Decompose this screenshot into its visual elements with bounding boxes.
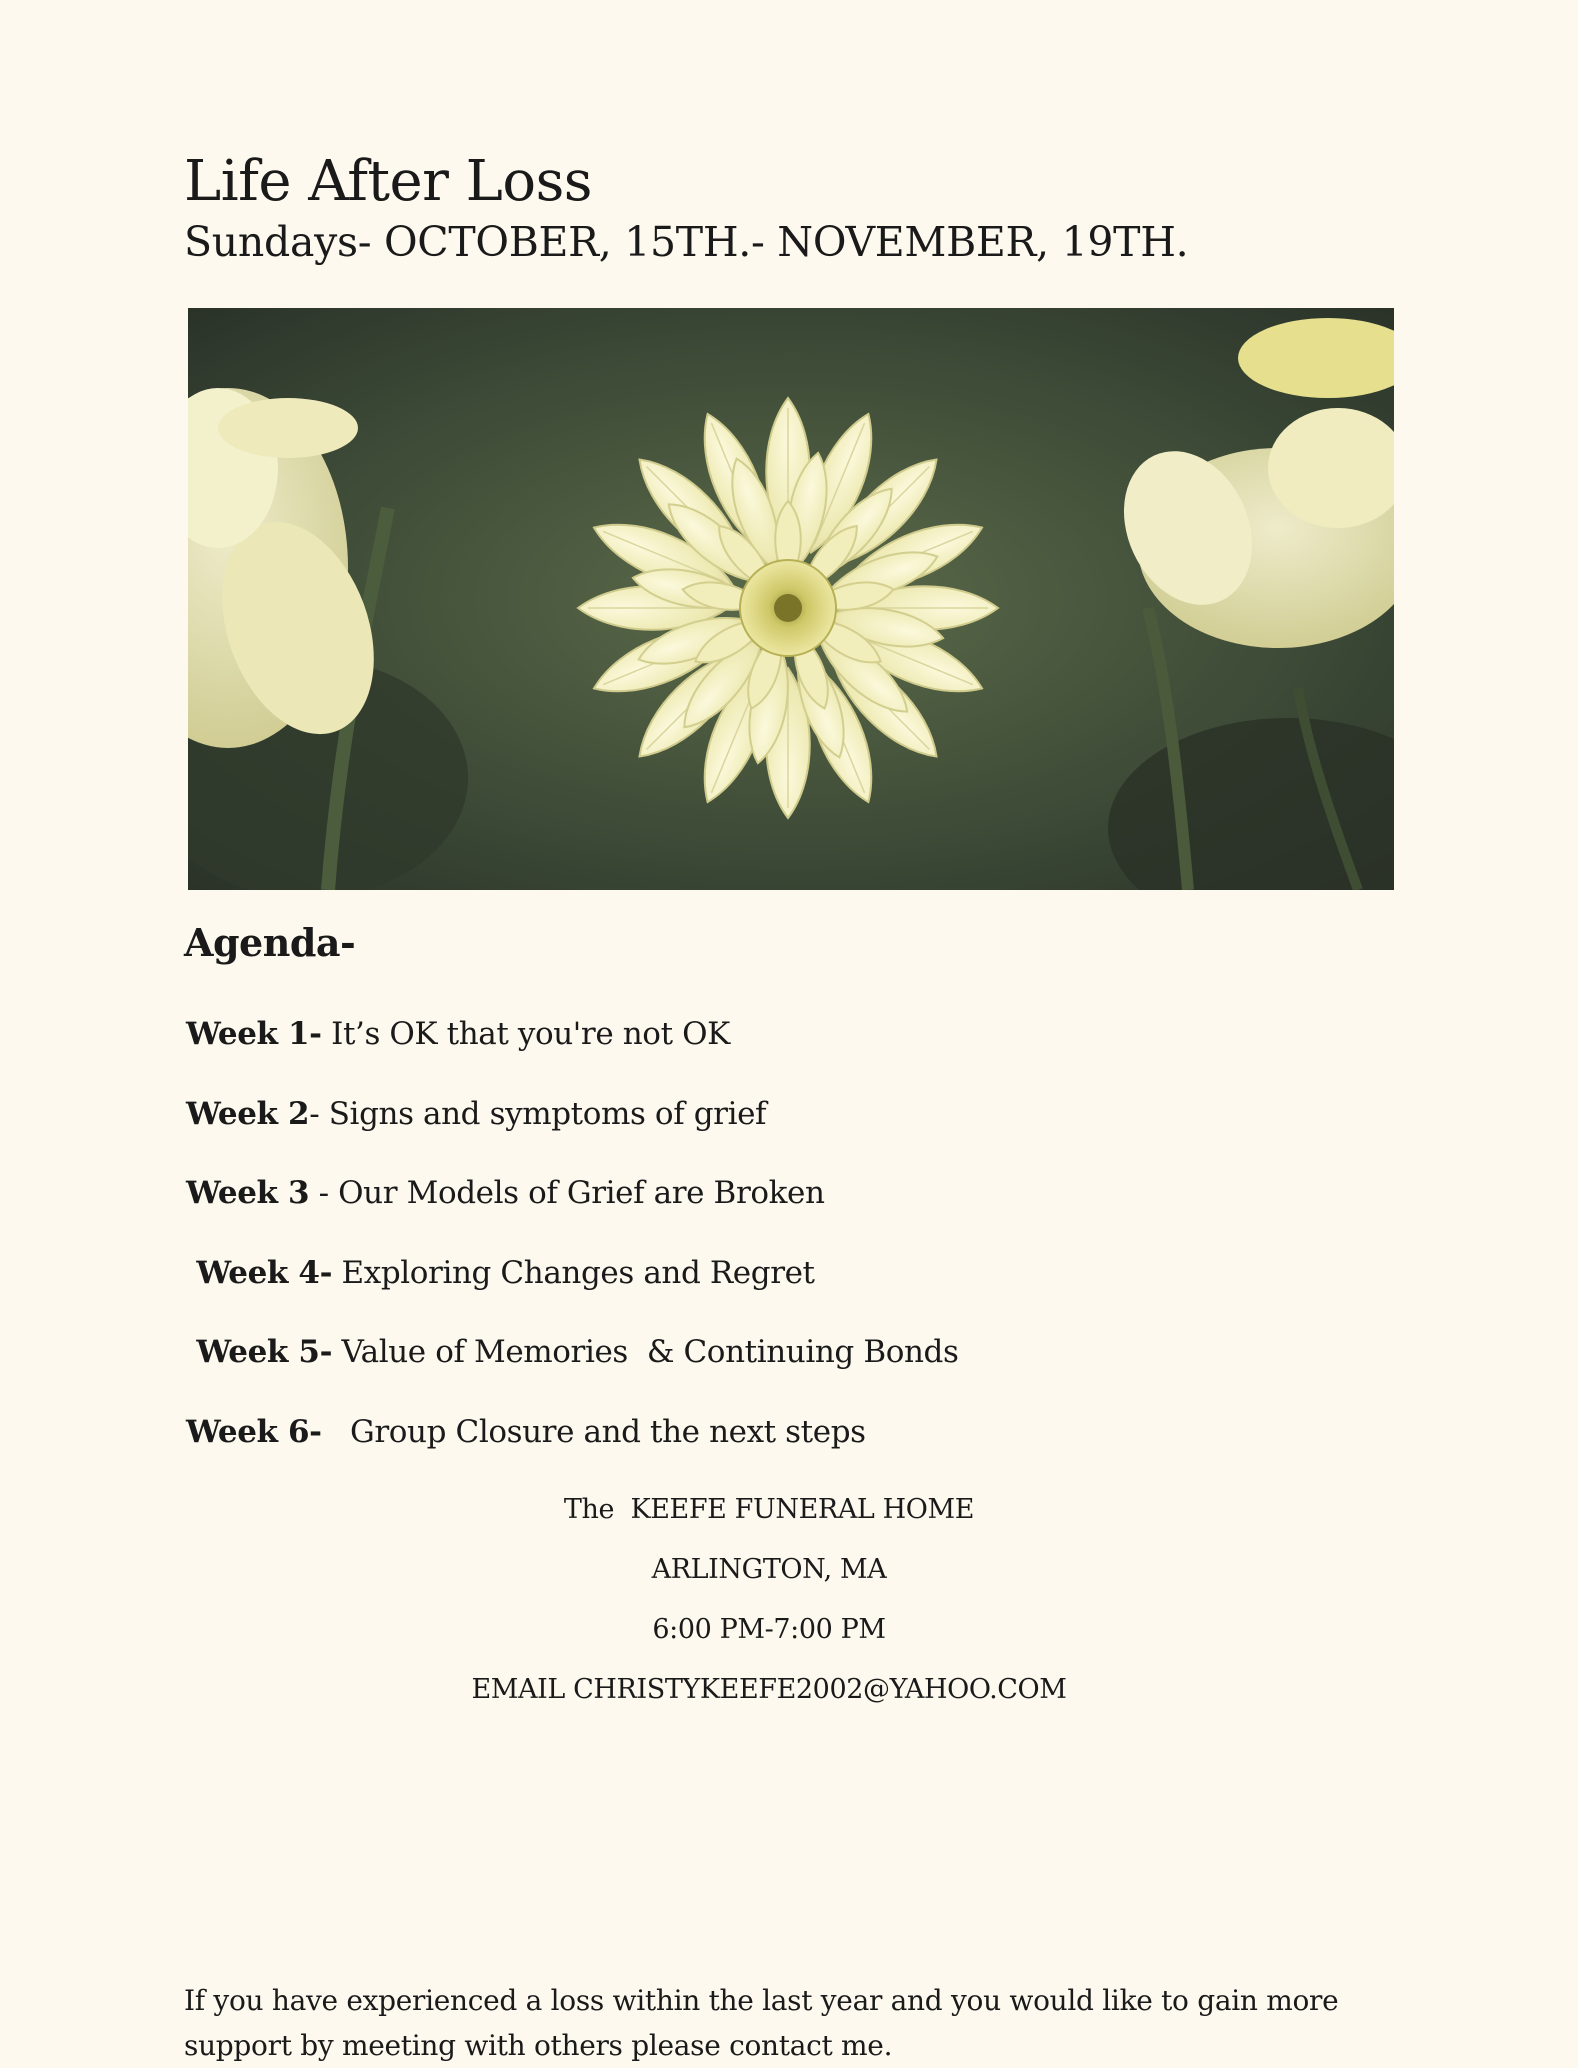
agenda-week-label: Week 5- xyxy=(186,1334,333,1370)
agenda-week-label: Week 4- xyxy=(186,1254,333,1291)
venue-name: The KEEFE FUNERAL HOME xyxy=(563,1494,975,1525)
contact-message: If you have experienced a loss within the last year and you would like to gain more support by meeting with others please contact me. xyxy=(184,1984,1339,2062)
agenda-heading: Agenda- xyxy=(184,920,356,965)
page-title: Life After Loss xyxy=(184,149,593,214)
agenda-item-week-6 xyxy=(186,1412,958,1492)
agenda-topic: - Our Models of Grief are Broken xyxy=(309,1175,825,1211)
agenda-week-label: Week 6- xyxy=(186,1413,322,1450)
agenda-item-week-4 xyxy=(186,1253,958,1333)
agenda-list xyxy=(186,1014,958,1491)
agenda-item-week-2 xyxy=(186,1094,958,1174)
venue-email: EMAIL CHRISTYKEEFE2002@YAHOO.COM xyxy=(471,1674,1067,1705)
agenda-topic: It’s OK that you're not OK xyxy=(321,1016,730,1052)
agenda-topic: - Signs and symptoms of grief xyxy=(309,1095,767,1132)
agenda-topic: Value of Memories & Continuing Bonds xyxy=(332,1334,959,1370)
venue-time: 6:00 PM-7:00 PM xyxy=(652,1614,886,1645)
agenda-week-label: Week 3 xyxy=(186,1175,310,1211)
page-subtitle: Sundays- OCTOBER, 15TH.- NOVEMBER, 19TH. xyxy=(184,218,1189,266)
agenda-week-label: Week 1- xyxy=(186,1016,322,1052)
agenda-item-week-3 xyxy=(186,1173,958,1253)
dahlia-flower-photo xyxy=(188,308,1394,890)
agenda-item-week-1 xyxy=(186,1014,958,1094)
venue-block xyxy=(184,1490,1354,1730)
agenda-week-label: Week 2 xyxy=(186,1095,310,1132)
flyer-page xyxy=(184,149,1394,2062)
agenda-topic: Exploring Changes and Regret xyxy=(332,1254,815,1291)
venue-location: ARLINGTON, MA xyxy=(651,1554,887,1585)
agenda-item-week-5 xyxy=(186,1332,958,1412)
agenda-topic: Group Closure and the next steps xyxy=(321,1413,866,1450)
